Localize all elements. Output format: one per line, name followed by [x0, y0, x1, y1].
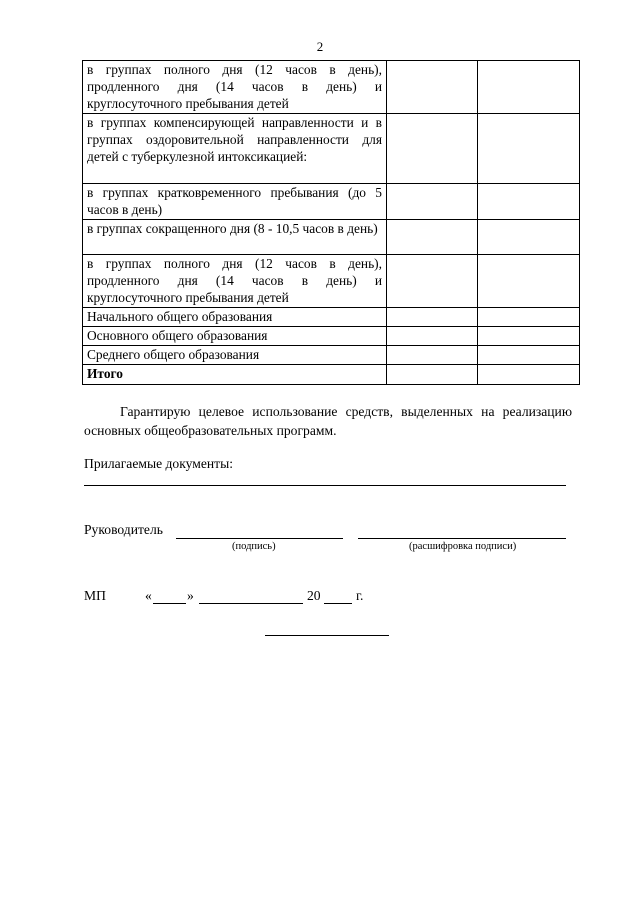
- row-label: в группах полного дня (12 часов в день), продленного дня (14 часов в день) и круглосуточного пребывания детей: [83, 61, 387, 114]
- value-cell: [478, 364, 580, 384]
- head-label: Руководитель: [84, 522, 163, 537]
- signature-caption: (подпись): [232, 541, 276, 552]
- row-label: Среднего общего образования: [83, 345, 387, 364]
- value-cell: [478, 219, 580, 254]
- value-cell: [478, 345, 580, 364]
- value-cell: [478, 254, 580, 307]
- value-cell: [387, 254, 478, 307]
- value-cell: [387, 345, 478, 364]
- open-quote: «: [145, 588, 152, 603]
- value-cell: [478, 114, 580, 184]
- value-cell: [478, 184, 580, 220]
- table-row: [83, 307, 580, 326]
- value-cell: [387, 219, 478, 254]
- total-label: Итого: [83, 364, 387, 384]
- row-label: Основного общего образования: [83, 326, 387, 345]
- value-cell: [478, 307, 580, 326]
- row-label: Начального общего образования: [83, 307, 387, 326]
- value-cell: [478, 326, 580, 345]
- value-cell: [387, 326, 478, 345]
- form-table: [82, 60, 580, 385]
- transcript-line: [358, 538, 566, 539]
- signature-line: [176, 538, 343, 539]
- day-line: [153, 603, 186, 604]
- row-label: в группах компенсирующей направленности и в группах оздоровительной направленности для детей с туберкулезной интоксикацией:: [83, 114, 387, 184]
- table-row: [83, 345, 580, 364]
- value-cell: [387, 307, 478, 326]
- page-number: 2: [316, 39, 324, 54]
- attached-documents-label: Прилагаемые документы:: [84, 456, 234, 471]
- closing-divider: [265, 635, 389, 636]
- table-row: [83, 61, 580, 114]
- year-suffix: г.: [356, 588, 364, 603]
- value-cell: [387, 184, 478, 220]
- year-line: [324, 603, 352, 604]
- table-row-total: [83, 364, 580, 384]
- row-label: в группах сокращенного дня (8 - 10,5 часов в день): [83, 219, 387, 254]
- table-row: [83, 254, 580, 307]
- row-label: в группах кратковременного пребывания (до 5 часов в день): [83, 184, 387, 220]
- guarantee-paragraph: Гарантирую целевое использование средств, выделенных на реализацию основных общеобразовательных программ.: [84, 404, 572, 438]
- mp-label: МП: [84, 588, 106, 603]
- close-quote: »: [187, 588, 194, 603]
- value-cell: [387, 364, 478, 384]
- attached-documents-line: [84, 485, 566, 486]
- value-cell: [387, 61, 478, 114]
- row-label: в группах полного дня (12 часов в день), продленного дня (14 часов в день) и круглосуточного пребывания детей: [83, 254, 387, 307]
- month-line: [199, 603, 303, 604]
- transcript-caption: (расшифровка подписи): [409, 541, 517, 552]
- year-prefix: 20: [307, 588, 321, 603]
- table-row: [83, 326, 580, 345]
- value-cell: [478, 61, 580, 114]
- table-row: [83, 184, 580, 220]
- table-row: [83, 114, 580, 184]
- value-cell: [387, 114, 478, 184]
- table-row: [83, 219, 580, 254]
